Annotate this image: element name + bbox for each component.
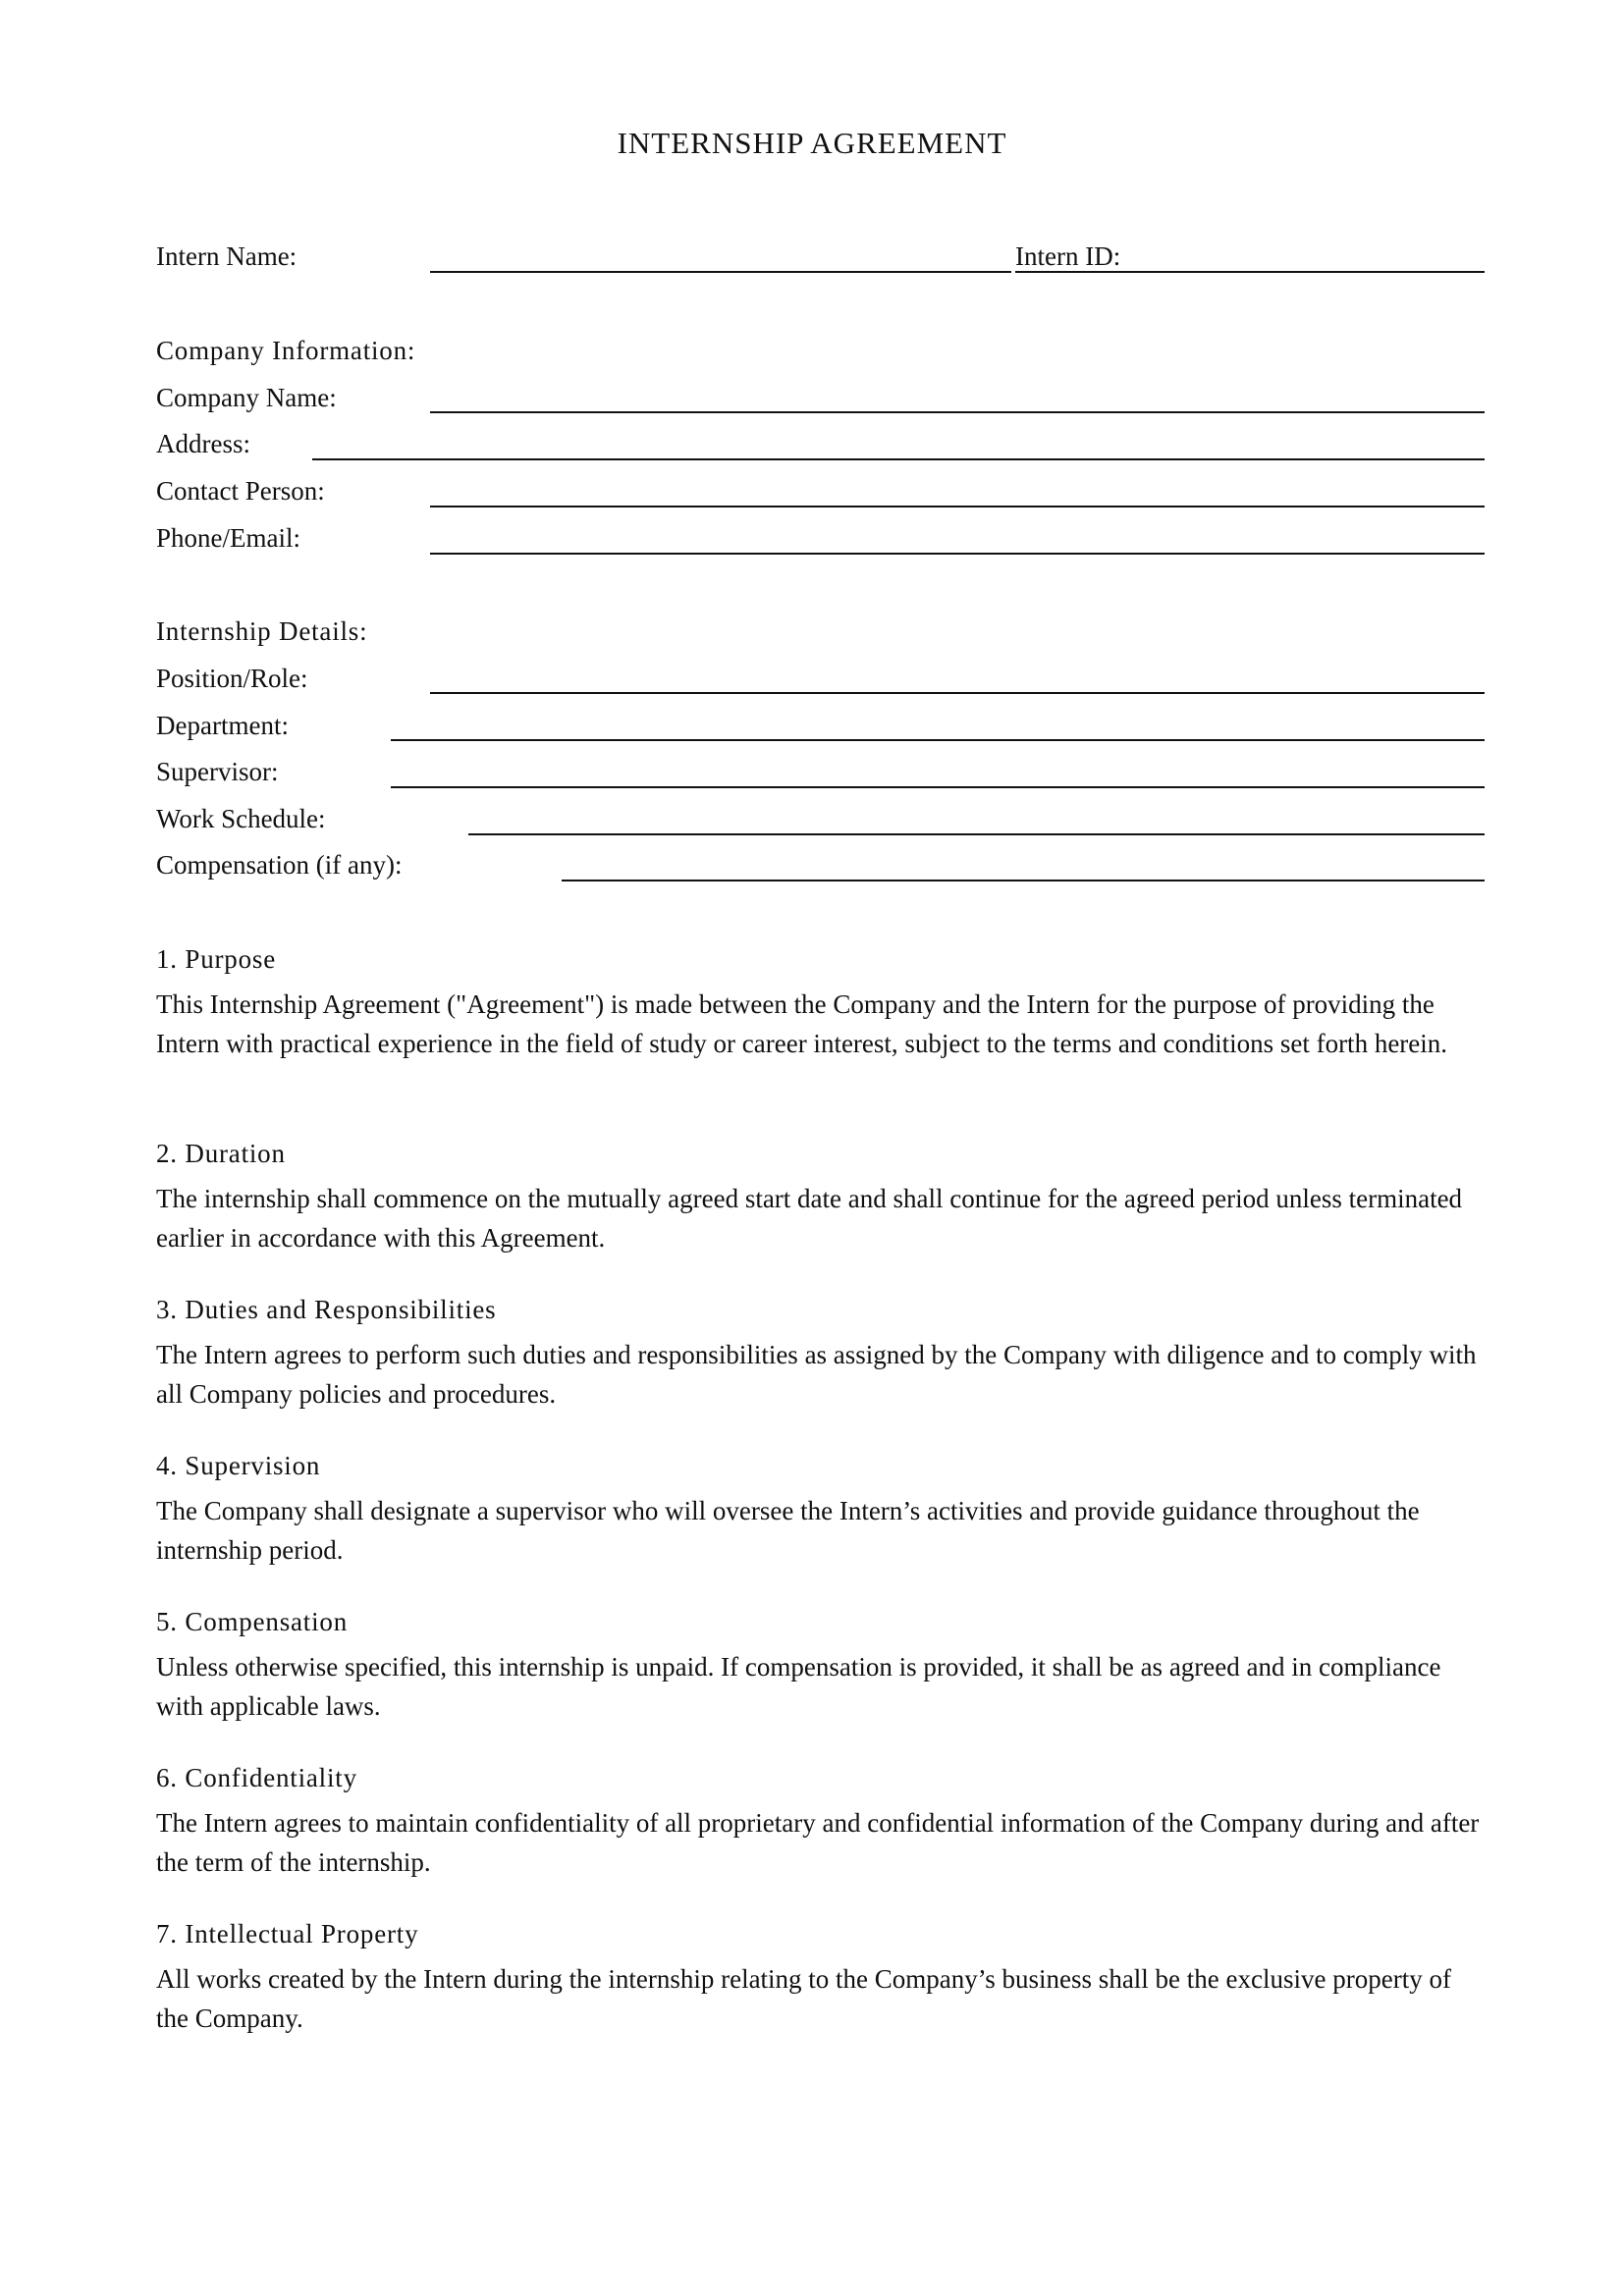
section-heading-supervision: 4. Supervision <box>156 1451 321 1480</box>
section-heading-compensation: 5. Compensation <box>156 1607 348 1636</box>
work-schedule-label: Work Schedule: <box>156 804 326 833</box>
intern-id-label: Intern ID: <box>1015 241 1121 271</box>
compensation-field[interactable] <box>562 880 1485 881</box>
contact-person-label: Contact Person: <box>156 476 325 506</box>
section-heading-duration: 2. Duration <box>156 1139 286 1168</box>
section-heading-purpose: 1. Purpose <box>156 944 276 974</box>
section-heading-intellectual-property: 7. Intellectual Property <box>156 1919 419 1949</box>
section-body-duration: The internship shall commence on the mutually agreed start date and shall continue for the agreed period unless terminated earlier in accordance with this Agreement. <box>156 1184 1463 1253</box>
position-role-label: Position/Role: <box>156 664 308 693</box>
position-role-field[interactable] <box>430 692 1485 694</box>
intern-id-field[interactable] <box>1015 271 1485 273</box>
section-heading-duties: 3. Duties and Responsibilities <box>156 1295 497 1324</box>
supervisor-field[interactable] <box>391 786 1485 788</box>
section-heading-confidentiality: 6. Confidentiality <box>156 1763 357 1792</box>
address-label: Address: <box>156 429 250 458</box>
company-name-label: Company Name: <box>156 383 337 412</box>
compensation-label: Compensation (if any): <box>156 850 403 880</box>
section-body-supervision: The Company shall designate a supervisor who will oversee the Intern’s activities and provide guidance throughout the internship period. <box>156 1496 1420 1565</box>
phone-email-label: Phone/Email: <box>156 523 300 553</box>
document-title: INTERNSHIP AGREEMENT <box>617 126 1007 160</box>
section-body-compensation: Unless otherwise specified, this internship is unpaid. If compensation is provided, it shall be as agreed and in compliance with applicable laws. <box>156 1652 1441 1721</box>
phone-email-field[interactable] <box>430 553 1485 555</box>
section-body-purpose: This Internship Agreement ("Agreement") is made between the Company and the Intern for the purpose of providing the Intern with practical experience in the field of study or career interest, subject to the terms and conditions set forth herein. <box>156 989 1448 1058</box>
work-schedule-field[interactable] <box>468 833 1485 835</box>
section-body-intellectual-property: All works created by the Intern during the internship relating to the Company’s business shall be the exclusive property of the Company. <box>156 1964 1451 2033</box>
supervisor-label: Supervisor: <box>156 757 279 786</box>
intern-name-field[interactable] <box>430 271 1011 273</box>
address-field[interactable] <box>312 458 1485 460</box>
department-label: Department: <box>156 711 289 740</box>
section-body-duties: The Intern agrees to perform such duties and responsibilities as assigned by the Company with diligence and to comply with all Company policies and procedures. <box>156 1340 1477 1409</box>
company-info-heading: Company Information: <box>156 336 416 365</box>
contact-person-field[interactable] <box>430 506 1485 507</box>
department-field[interactable] <box>391 739 1485 741</box>
internship-details-heading: Internship Details: <box>156 616 368 646</box>
intern-name-label: Intern Name: <box>156 241 298 271</box>
section-body-confidentiality: The Intern agrees to maintain confidentiality of all proprietary and confidential information of the Company during and after the term of the internship. <box>156 1808 1480 1877</box>
company-name-field[interactable] <box>430 411 1485 413</box>
